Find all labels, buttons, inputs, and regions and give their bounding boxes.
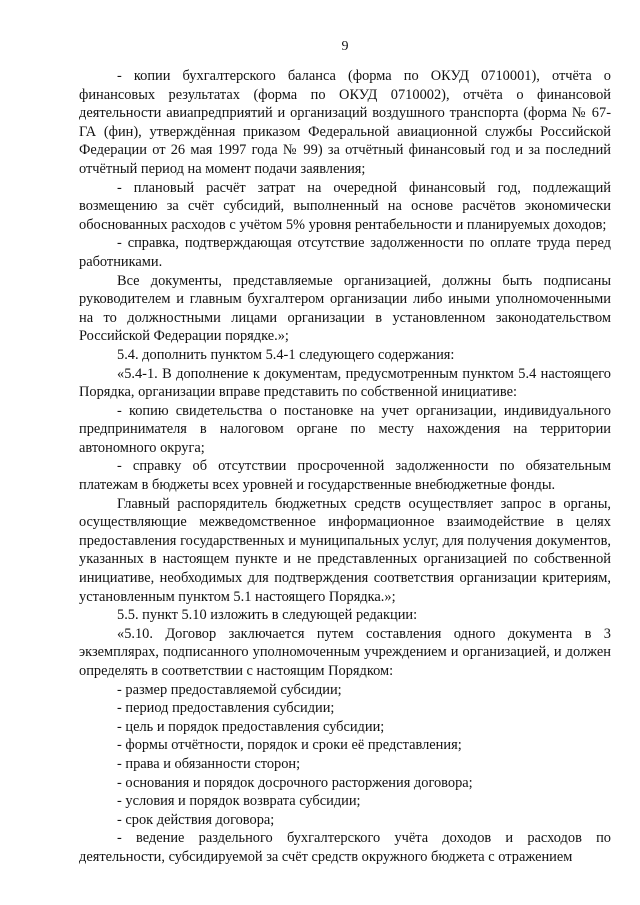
list-item: - формы отчётности, порядок и сроки её представления; [117, 737, 462, 754]
paragraph-clause-5-4: 5.4. дополнить пунктом 5.4-1 следующего содержания: [117, 346, 455, 363]
list-item: - размер предоставляемой субсидии; [117, 681, 342, 698]
document-body [79, 67, 611, 867]
list-item: - права и обязанности сторон; [117, 755, 301, 772]
list-item: - основания и порядок досрочного расторжения договора; [117, 774, 473, 791]
paragraph-no-debt-certificate: - справку об отсутствии просроченной задолженности по обязательным платежам в бюджеты всех уровней и государственные внебюджетные фонды. [79, 458, 611, 494]
paragraph-salary-certificate: - справка, подтверждающая отсутствие задолженности по оплате труда перед работниками. [79, 235, 611, 270]
list-item: - срок действия договора; [117, 811, 275, 828]
paragraph-clause-5-10: «5.10. Договор заключается путем составления одного документа в 3 экземплярах, подписанного уполномоченным учреждением и организацией, и должен определять в соответствии с настоящим Порядком: [79, 625, 611, 679]
list-item: - ведение раздельного бухгалтерского учёта доходов и расходов по деятельности, субсидируемой за счёт средств окружного бюджета с отражением [79, 830, 611, 865]
paragraph-clause-5-5: 5.5. пункт 5.10 изложить в следующей редакции: [117, 607, 418, 624]
list-item: - условия и порядок возврата субсидии; [117, 793, 361, 810]
paragraph-interagency-request: Главный распорядитель бюджетных средств осуществляет запрос в органы, осуществляющие межведомственное информационное взаимодействие в целях предоставления государственных и муниципальных услуг, для получения документов, указанных в настоящем пункте и не представленных организацией по собственной инициативе, необходимых для подтверждения соответствия организации критериям, установленным пунктом 5.1 настоящего Порядка.»; [79, 495, 611, 605]
list-item: - период предоставления субсидии; [117, 700, 335, 717]
paragraph-balance-copies: - копии бухгалтерского баланса (форма по ОКУД 0710001), отчёта о финансовых результатах (форма по ОКУД 0710002), отчёта о финансовой деятельности авиапредприятий и организаций воздушного транспорта (форма № 67-ГА (фин), утверждённая приказом Федеральной авиационной службы Российской Федерации от 26 мая 1997 года № 99) за отчётный финансовый год и за последний отчётный период на момент подачи заявления; [79, 68, 611, 177]
paragraph-clause-5-4-1: «5.4-1. В дополнение к документам, предусмотренным пунктом 5.4 настоящего Порядка, организации вправе представить по собственной инициативе: [79, 365, 611, 401]
paragraph-cost-plan: - плановый расчёт затрат на очередной финансовый год, подлежащий возмещению за счёт субсидий, выполненный на основе расчётов экономически обоснованных расходов с учётом 5% уровня рентабельности и планируемых доходов; [79, 179, 611, 233]
document-page [79, 0, 611, 905]
paragraph-signatures: Все документы, представляемые организацией, должны быть подписаны руководителем и главным бухгалтером организации либо иными уполномоченными на то должностными лицами организации в установленном законодательством Российской Федерации порядке.»; [79, 272, 611, 345]
paragraph-tax-registration: - копию свидетельства о постановке на учет организации, индивидуального предпринимателя в налоговом органе по месту нахождения на территории автономного округа; [79, 402, 611, 456]
page-number: 9 [341, 39, 349, 54]
list-item: - цель и порядок предоставления субсидии; [117, 718, 385, 735]
